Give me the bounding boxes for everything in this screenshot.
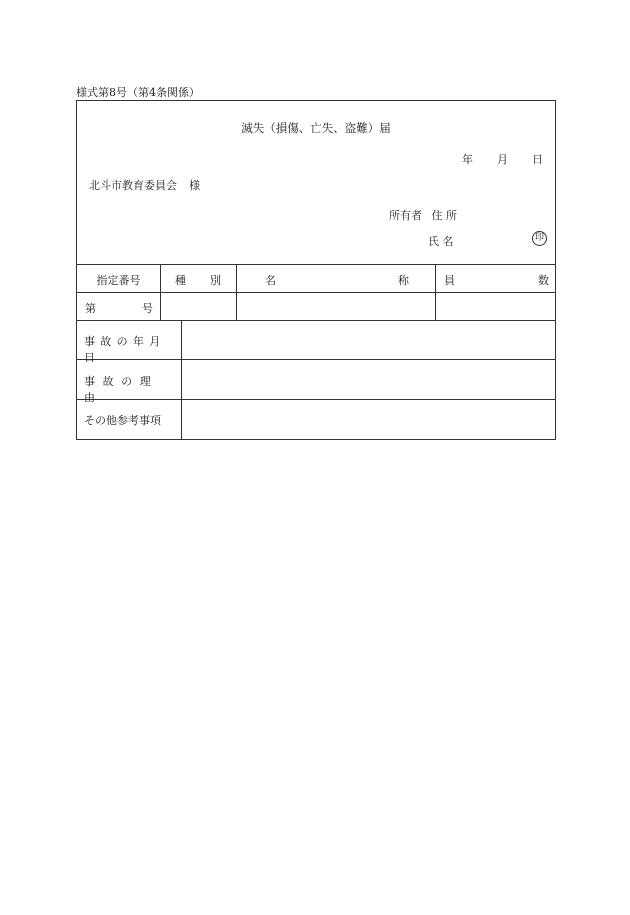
row-divider <box>77 320 555 321</box>
designation-number-header: 指定番号 <box>96 274 141 287</box>
row-divider <box>77 292 555 293</box>
loss-report-form <box>76 100 556 440</box>
seal-icon: 印 <box>532 231 547 246</box>
type-header: 種 別 <box>175 274 221 287</box>
accident-reason-label: 事故の理由 <box>84 375 159 404</box>
address-label: 住 所 <box>431 209 457 222</box>
day-label: 日 <box>532 153 543 166</box>
go-label: 号 <box>142 302 153 315</box>
form-title: 滅失（損傷、亡失、盗難）届 <box>241 121 391 135</box>
column-divider <box>435 264 436 320</box>
count-header: 員 数 <box>444 274 549 287</box>
recipient-honorific: 様 <box>189 179 200 192</box>
owner-address-line <box>389 207 457 223</box>
date-line <box>462 151 543 167</box>
form-number-label: 様式第8号（第4条関係） <box>76 86 200 99</box>
recipient-name: 北斗市教育委員会 <box>89 179 177 192</box>
column-divider <box>236 264 237 320</box>
column-divider <box>160 264 161 320</box>
name-header: 名 称 <box>265 274 409 287</box>
name-label: 氏 名 <box>428 235 454 248</box>
number-cell <box>85 300 153 316</box>
dai-label: 第 <box>85 302 96 315</box>
other-notes-label: その他参考事項 <box>84 414 161 427</box>
year-label: 年 <box>462 153 473 166</box>
owner-label: 所有者 <box>389 209 422 222</box>
owner-name-line <box>428 233 454 249</box>
month-label: 月 <box>497 153 508 166</box>
form-header <box>77 101 555 265</box>
accident-date-label: 事故の年月日 <box>84 335 166 364</box>
recipient-line <box>89 177 200 193</box>
